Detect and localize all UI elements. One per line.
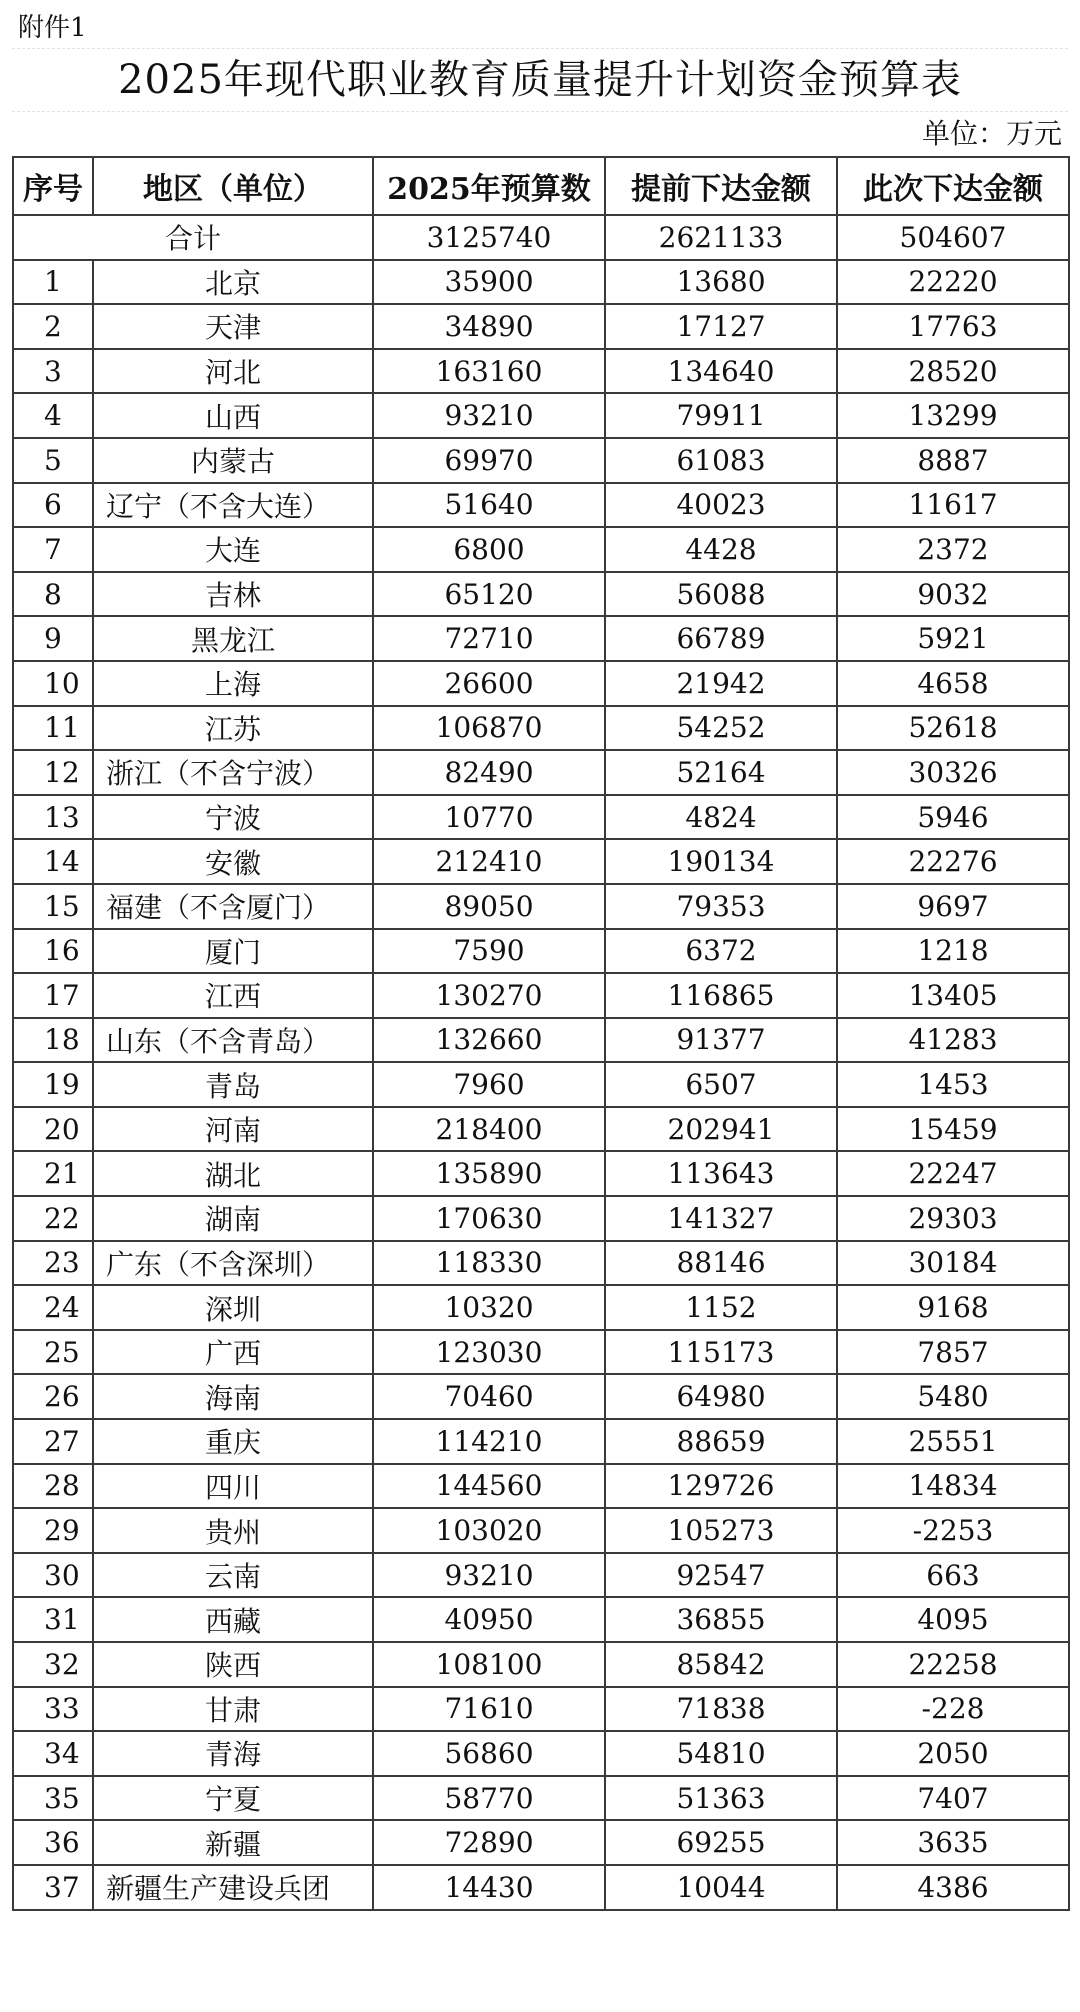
row-region: 河北 xyxy=(93,349,373,394)
row-region: 湖南 xyxy=(93,1196,373,1241)
table-row xyxy=(13,1776,1069,1821)
row-budget-2025: 93210 xyxy=(373,393,605,438)
row-current-issued: -228 xyxy=(837,1687,1069,1732)
row-budget-2025: 72890 xyxy=(373,1820,605,1865)
row-budget-2025: 144560 xyxy=(373,1464,605,1509)
row-budget-2025: 6800 xyxy=(373,527,605,572)
row-current-issued: 25551 xyxy=(837,1419,1069,1464)
row-budget-2025: 82490 xyxy=(373,750,605,795)
row-region: 深圳 xyxy=(93,1285,373,1330)
row-advance-issued: 17127 xyxy=(605,304,837,349)
row-index: 28 xyxy=(13,1464,93,1509)
table-row xyxy=(13,1508,1069,1553)
row-index: 20 xyxy=(13,1107,93,1152)
row-budget-2025: 72710 xyxy=(373,616,605,661)
row-advance-issued: 92547 xyxy=(605,1553,837,1598)
row-current-issued: 13299 xyxy=(837,393,1069,438)
row-index: 12 xyxy=(13,750,93,795)
row-budget-2025: 10320 xyxy=(373,1285,605,1330)
row-current-issued: 41283 xyxy=(837,1018,1069,1063)
row-index: 17 xyxy=(13,973,93,1018)
row-advance-issued: 56088 xyxy=(605,572,837,617)
row-current-issued: 15459 xyxy=(837,1107,1069,1152)
row-current-issued: 30326 xyxy=(837,750,1069,795)
total-label: 合计 xyxy=(13,215,373,260)
row-current-issued: 4095 xyxy=(837,1597,1069,1642)
row-region: 大连 xyxy=(93,527,373,572)
row-index: 2 xyxy=(13,304,93,349)
row-region: 四川 xyxy=(93,1464,373,1509)
table-row xyxy=(13,349,1069,394)
header-index: 序号 xyxy=(13,157,93,215)
row-region: 北京 xyxy=(93,260,373,305)
row-budget-2025: 108100 xyxy=(373,1642,605,1687)
table-row xyxy=(13,1285,1069,1330)
row-current-issued: 7407 xyxy=(837,1776,1069,1821)
row-region: 甘肃 xyxy=(93,1687,373,1732)
row-region: 云南 xyxy=(93,1553,373,1598)
row-region: 内蒙古 xyxy=(93,438,373,483)
row-current-issued: 13405 xyxy=(837,973,1069,1018)
row-current-issued: -2253 xyxy=(837,1508,1069,1553)
row-budget-2025: 26600 xyxy=(373,661,605,706)
row-index: 25 xyxy=(13,1330,93,1375)
row-index: 26 xyxy=(13,1374,93,1419)
row-index: 15 xyxy=(13,884,93,929)
row-index: 23 xyxy=(13,1241,93,1286)
row-budget-2025: 123030 xyxy=(373,1330,605,1375)
budget-table xyxy=(12,156,1070,1911)
row-current-issued: 2372 xyxy=(837,527,1069,572)
table-row xyxy=(13,973,1069,1018)
row-advance-issued: 61083 xyxy=(605,438,837,483)
row-current-issued: 29303 xyxy=(837,1196,1069,1241)
row-advance-issued: 52164 xyxy=(605,750,837,795)
table-row xyxy=(13,260,1069,305)
row-budget-2025: 7960 xyxy=(373,1062,605,1107)
row-budget-2025: 14430 xyxy=(373,1865,605,1910)
table-row xyxy=(13,1107,1069,1152)
row-region: 新疆 xyxy=(93,1820,373,1865)
row-region: 吉林 xyxy=(93,572,373,617)
row-index: 9 xyxy=(13,616,93,661)
row-advance-issued: 66789 xyxy=(605,616,837,661)
table-row xyxy=(13,483,1069,528)
row-region: 宁波 xyxy=(93,795,373,840)
table-row xyxy=(13,393,1069,438)
row-index: 1 xyxy=(13,260,93,305)
row-advance-issued: 1152 xyxy=(605,1285,837,1330)
row-region: 天津 xyxy=(93,304,373,349)
row-advance-issued: 91377 xyxy=(605,1018,837,1063)
table-row xyxy=(13,884,1069,929)
table-row xyxy=(13,1241,1069,1286)
row-advance-issued: 54810 xyxy=(605,1731,837,1776)
row-index: 5 xyxy=(13,438,93,483)
table-row xyxy=(13,1642,1069,1687)
row-current-issued: 1453 xyxy=(837,1062,1069,1107)
row-current-issued: 11617 xyxy=(837,483,1069,528)
table-row xyxy=(13,1419,1069,1464)
row-advance-issued: 4824 xyxy=(605,795,837,840)
table-row xyxy=(13,572,1069,617)
row-budget-2025: 65120 xyxy=(373,572,605,617)
row-index: 30 xyxy=(13,1553,93,1598)
row-advance-issued: 115173 xyxy=(605,1330,837,1375)
row-index: 16 xyxy=(13,929,93,974)
row-current-issued: 8887 xyxy=(837,438,1069,483)
table-row xyxy=(13,1330,1069,1375)
row-region: 山西 xyxy=(93,393,373,438)
row-region: 广东（不含深圳） xyxy=(93,1241,373,1286)
row-budget-2025: 70460 xyxy=(373,1374,605,1419)
row-current-issued: 28520 xyxy=(837,349,1069,394)
row-region: 青海 xyxy=(93,1731,373,1776)
row-index: 7 xyxy=(13,527,93,572)
row-advance-issued: 88146 xyxy=(605,1241,837,1286)
row-current-issued: 9168 xyxy=(837,1285,1069,1330)
table-row xyxy=(13,1687,1069,1732)
row-advance-issued: 10044 xyxy=(605,1865,837,1910)
row-region: 湖北 xyxy=(93,1151,373,1196)
row-current-issued: 4658 xyxy=(837,661,1069,706)
row-index: 32 xyxy=(13,1642,93,1687)
row-current-issued: 22247 xyxy=(837,1151,1069,1196)
document-page xyxy=(12,8,1068,1911)
row-advance-issued: 79911 xyxy=(605,393,837,438)
row-index: 27 xyxy=(13,1419,93,1464)
row-budget-2025: 106870 xyxy=(373,706,605,751)
row-advance-issued: 54252 xyxy=(605,706,837,751)
row-current-issued: 22258 xyxy=(837,1642,1069,1687)
header-region: 地区（单位） xyxy=(93,157,373,215)
row-region: 黑龙江 xyxy=(93,616,373,661)
row-index: 33 xyxy=(13,1687,93,1732)
row-advance-issued: 6507 xyxy=(605,1062,837,1107)
row-index: 29 xyxy=(13,1508,93,1553)
row-advance-issued: 88659 xyxy=(605,1419,837,1464)
row-current-issued: 52618 xyxy=(837,706,1069,751)
table-row xyxy=(13,1374,1069,1419)
row-advance-issued: 116865 xyxy=(605,973,837,1018)
table-row xyxy=(13,304,1069,349)
row-current-issued: 1218 xyxy=(837,929,1069,974)
table-row xyxy=(13,1820,1069,1865)
row-current-issued: 9032 xyxy=(837,572,1069,617)
row-region: 安徽 xyxy=(93,839,373,884)
row-current-issued: 22276 xyxy=(837,839,1069,884)
header-advance-issued: 提前下达金额 xyxy=(605,157,837,215)
row-budget-2025: 35900 xyxy=(373,260,605,305)
row-budget-2025: 51640 xyxy=(373,483,605,528)
table-row xyxy=(13,616,1069,661)
row-budget-2025: 163160 xyxy=(373,349,605,394)
table-row xyxy=(13,1553,1069,1598)
table-row xyxy=(13,750,1069,795)
row-index: 22 xyxy=(13,1196,93,1241)
row-advance-issued: 134640 xyxy=(605,349,837,394)
table-row xyxy=(13,1062,1069,1107)
row-region: 江西 xyxy=(93,973,373,1018)
row-region: 江苏 xyxy=(93,706,373,751)
row-region: 陕西 xyxy=(93,1642,373,1687)
row-index: 6 xyxy=(13,483,93,528)
row-index: 31 xyxy=(13,1597,93,1642)
row-current-issued: 2050 xyxy=(837,1731,1069,1776)
row-index: 13 xyxy=(13,795,93,840)
row-budget-2025: 10770 xyxy=(373,795,605,840)
total-current-issued: 504607 xyxy=(837,215,1069,260)
row-budget-2025: 114210 xyxy=(373,1419,605,1464)
row-current-issued: 17763 xyxy=(837,304,1069,349)
table-row xyxy=(13,929,1069,974)
row-advance-issued: 190134 xyxy=(605,839,837,884)
header-budget-2025: 2025年预算数 xyxy=(373,157,605,215)
row-region: 青岛 xyxy=(93,1062,373,1107)
row-index: 3 xyxy=(13,349,93,394)
total-budget-2025: 3125740 xyxy=(373,215,605,260)
row-budget-2025: 130270 xyxy=(373,973,605,1018)
table-row xyxy=(13,1464,1069,1509)
row-advance-issued: 141327 xyxy=(605,1196,837,1241)
header-current-issued: 此次下达金额 xyxy=(837,157,1069,215)
row-current-issued: 3635 xyxy=(837,1820,1069,1865)
row-advance-issued: 69255 xyxy=(605,1820,837,1865)
row-budget-2025: 212410 xyxy=(373,839,605,884)
table-row xyxy=(13,1731,1069,1776)
row-index: 34 xyxy=(13,1731,93,1776)
table-row xyxy=(13,1018,1069,1063)
row-advance-issued: 105273 xyxy=(605,1508,837,1553)
row-index: 36 xyxy=(13,1820,93,1865)
row-budget-2025: 40950 xyxy=(373,1597,605,1642)
row-current-issued: 22220 xyxy=(837,260,1069,305)
row-current-issued: 9697 xyxy=(837,884,1069,929)
row-index: 10 xyxy=(13,661,93,706)
row-current-issued: 5946 xyxy=(837,795,1069,840)
row-budget-2025: 135890 xyxy=(373,1151,605,1196)
table-row xyxy=(13,706,1069,751)
row-budget-2025: 103020 xyxy=(373,1508,605,1553)
row-region: 广西 xyxy=(93,1330,373,1375)
table-row xyxy=(13,795,1069,840)
row-index: 11 xyxy=(13,706,93,751)
row-budget-2025: 58770 xyxy=(373,1776,605,1821)
row-current-issued: 14834 xyxy=(837,1464,1069,1509)
row-region: 河南 xyxy=(93,1107,373,1152)
row-budget-2025: 71610 xyxy=(373,1687,605,1732)
row-advance-issued: 40023 xyxy=(605,483,837,528)
row-current-issued: 5480 xyxy=(837,1374,1069,1419)
table-row xyxy=(13,839,1069,884)
row-index: 4 xyxy=(13,393,93,438)
table-row xyxy=(13,527,1069,572)
attachment-label: 附件1 xyxy=(12,8,1068,49)
row-region: 上海 xyxy=(93,661,373,706)
row-budget-2025: 56860 xyxy=(373,1731,605,1776)
table-row xyxy=(13,438,1069,483)
row-current-issued: 5921 xyxy=(837,616,1069,661)
row-region: 福建（不含厦门） xyxy=(93,884,373,929)
row-advance-issued: 71838 xyxy=(605,1687,837,1732)
row-advance-issued: 4428 xyxy=(605,527,837,572)
row-advance-issued: 85842 xyxy=(605,1642,837,1687)
row-budget-2025: 7590 xyxy=(373,929,605,974)
row-region: 新疆生产建设兵团 xyxy=(93,1865,373,1910)
row-budget-2025: 170630 xyxy=(373,1196,605,1241)
row-region: 海南 xyxy=(93,1374,373,1419)
row-budget-2025: 218400 xyxy=(373,1107,605,1152)
row-advance-issued: 51363 xyxy=(605,1776,837,1821)
table-row xyxy=(13,1151,1069,1196)
table-row xyxy=(13,1196,1069,1241)
row-current-issued: 4386 xyxy=(837,1865,1069,1910)
row-budget-2025: 34890 xyxy=(373,304,605,349)
table-row xyxy=(13,661,1069,706)
row-budget-2025: 118330 xyxy=(373,1241,605,1286)
row-region: 浙江（不含宁波） xyxy=(93,750,373,795)
row-region: 贵州 xyxy=(93,1508,373,1553)
row-advance-issued: 6372 xyxy=(605,929,837,974)
row-index: 24 xyxy=(13,1285,93,1330)
row-advance-issued: 13680 xyxy=(605,260,837,305)
row-index: 35 xyxy=(13,1776,93,1821)
row-index: 14 xyxy=(13,839,93,884)
row-advance-issued: 79353 xyxy=(605,884,837,929)
row-budget-2025: 132660 xyxy=(373,1018,605,1063)
row-index: 19 xyxy=(13,1062,93,1107)
row-region: 宁夏 xyxy=(93,1776,373,1821)
row-index: 21 xyxy=(13,1151,93,1196)
row-advance-issued: 64980 xyxy=(605,1374,837,1419)
row-advance-issued: 113643 xyxy=(605,1151,837,1196)
row-index: 18 xyxy=(13,1018,93,1063)
total-row xyxy=(13,215,1069,260)
row-current-issued: 663 xyxy=(837,1553,1069,1598)
table-header-row xyxy=(13,157,1069,215)
row-advance-issued: 36855 xyxy=(605,1597,837,1642)
page-title: 2025年现代职业教育质量提升计划资金预算表 xyxy=(12,49,1068,112)
row-region: 厦门 xyxy=(93,929,373,974)
table-row xyxy=(13,1597,1069,1642)
row-region: 西藏 xyxy=(93,1597,373,1642)
unit-label: 单位：万元 xyxy=(921,117,1062,150)
row-budget-2025: 69970 xyxy=(373,438,605,483)
total-advance-issued: 2621133 xyxy=(605,215,837,260)
row-advance-issued: 202941 xyxy=(605,1107,837,1152)
row-advance-issued: 129726 xyxy=(605,1464,837,1509)
row-index: 37 xyxy=(13,1865,93,1910)
row-advance-issued: 21942 xyxy=(605,661,837,706)
row-budget-2025: 93210 xyxy=(373,1553,605,1598)
row-region: 重庆 xyxy=(93,1419,373,1464)
row-index: 8 xyxy=(13,572,93,617)
row-current-issued: 7857 xyxy=(837,1330,1069,1375)
row-region: 辽宁（不含大连） xyxy=(93,483,373,528)
row-budget-2025: 89050 xyxy=(373,884,605,929)
table-row xyxy=(13,1865,1069,1910)
row-region: 山东（不含青岛） xyxy=(93,1018,373,1063)
row-current-issued: 30184 xyxy=(837,1241,1069,1286)
